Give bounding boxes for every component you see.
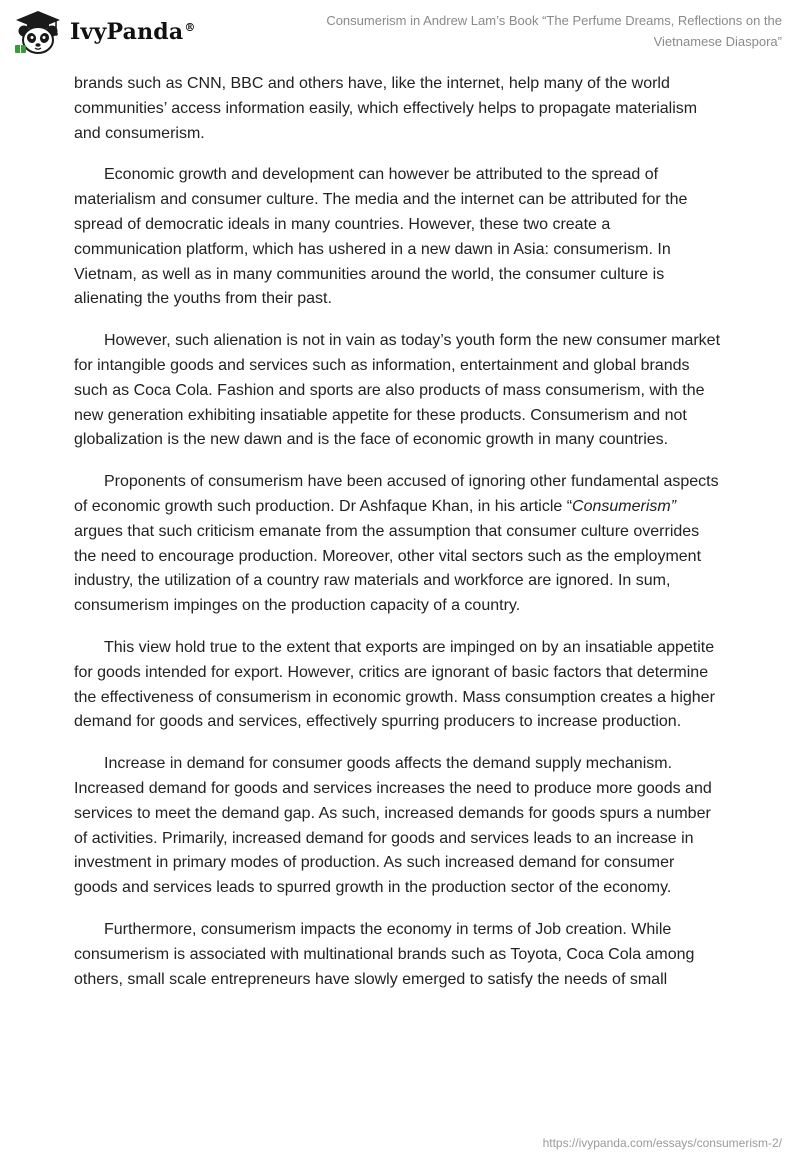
ivypanda-logo[interactable] <box>14 9 196 55</box>
paragraph-3: However, such alienation is not in vain as today’s youth form the new consumer market for intangible goods and services such as information, entertainment and global brands such as Coca Cola. Fashion and sports are also products of mass consumerism, with the new generation exhibiting insatiable appetite for these products. Consumerism and not globalization is the new dawn and is the face of economic growth in many countries. <box>74 332 721 449</box>
paragraph-5: This view hold true to the extent that exports are impinged on by an insatiable appetite for goods intended for export. However, critics are ignorant of basic factors that determine the effectiveness of consumerism in economic growth. Mass consumption creates a higher demand for goods and services, effectively spurring producers to increase production. <box>74 638 715 731</box>
paragraph-2: Economic growth and development can however be attributed to the spread of materialism and consumer culture. The media and the internet can be attributed for the spread of democratic ideals in many countries. However, these two create a communication platform, which has ushered in a new dawn in Asia: consumerism. In Vietnam, as well as in many communities around the world, the consumer culture is alienating the youths from their past. <box>74 166 688 308</box>
page-header <box>0 0 800 70</box>
article-title: Consumerism” <box>572 497 677 515</box>
paragraph-6: Increase in demand for consumer goods affects the demand supply mechanism. Increased demand for goods and services increases the need to produce more goods and services to meet the demand gap. As such, increased demands for goods spurs a number of activities. Primarily, increased demand for goods and services leads to an increase in investment in primary modes of production. As such increased demand for consumer goods and services leads to spurred growth in the production sector of the economy. <box>74 755 712 897</box>
paragraph-4-start: Proponents of consumerism have been accused of ignoring other fundamental aspects of economic growth such production. Dr Ashfaque Khan, in his article “ <box>74 473 719 515</box>
document-title: Consumerism in Andrew Lam’s Book “The Perfume Dreams, Reflections on the Vietnamese Diaspora” <box>326 13 782 49</box>
logo-name: IvyPanda <box>70 19 184 45</box>
paragraph-1: brands such as CNN, BBC and others have, like the internet, help many of the world communities’ access information easily, which effectively helps to propagate materialism and consumerism. <box>74 75 698 142</box>
source-url[interactable]: https://ivypanda.com/essays/consumerism-2/ <box>542 1136 782 1150</box>
paragraph-4 <box>74 470 722 619</box>
registered-mark: ® <box>184 20 196 34</box>
paragraph-7: Furthermore, consumerism impacts the economy in terms of Job creation. While consumerism is associated with multinational brands such as Toyota, Coca Cola among others, small scale entrepreneurs have slowly emerged to satisfy the needs of small <box>74 920 695 988</box>
logo-wordmark <box>70 19 196 45</box>
paragraph-4-rest: argues that such criticism emanate from the assumption that consumer culture overrides the need to encourage production. Moreover, other vital sectors such as the employment industry, the utilization of a country raw materials and workforce are ignored. In sum, consumerism impinges on the production capacity of a country. <box>74 522 702 615</box>
essay-body <box>74 72 722 992</box>
panda-graduate-icon <box>14 9 62 55</box>
